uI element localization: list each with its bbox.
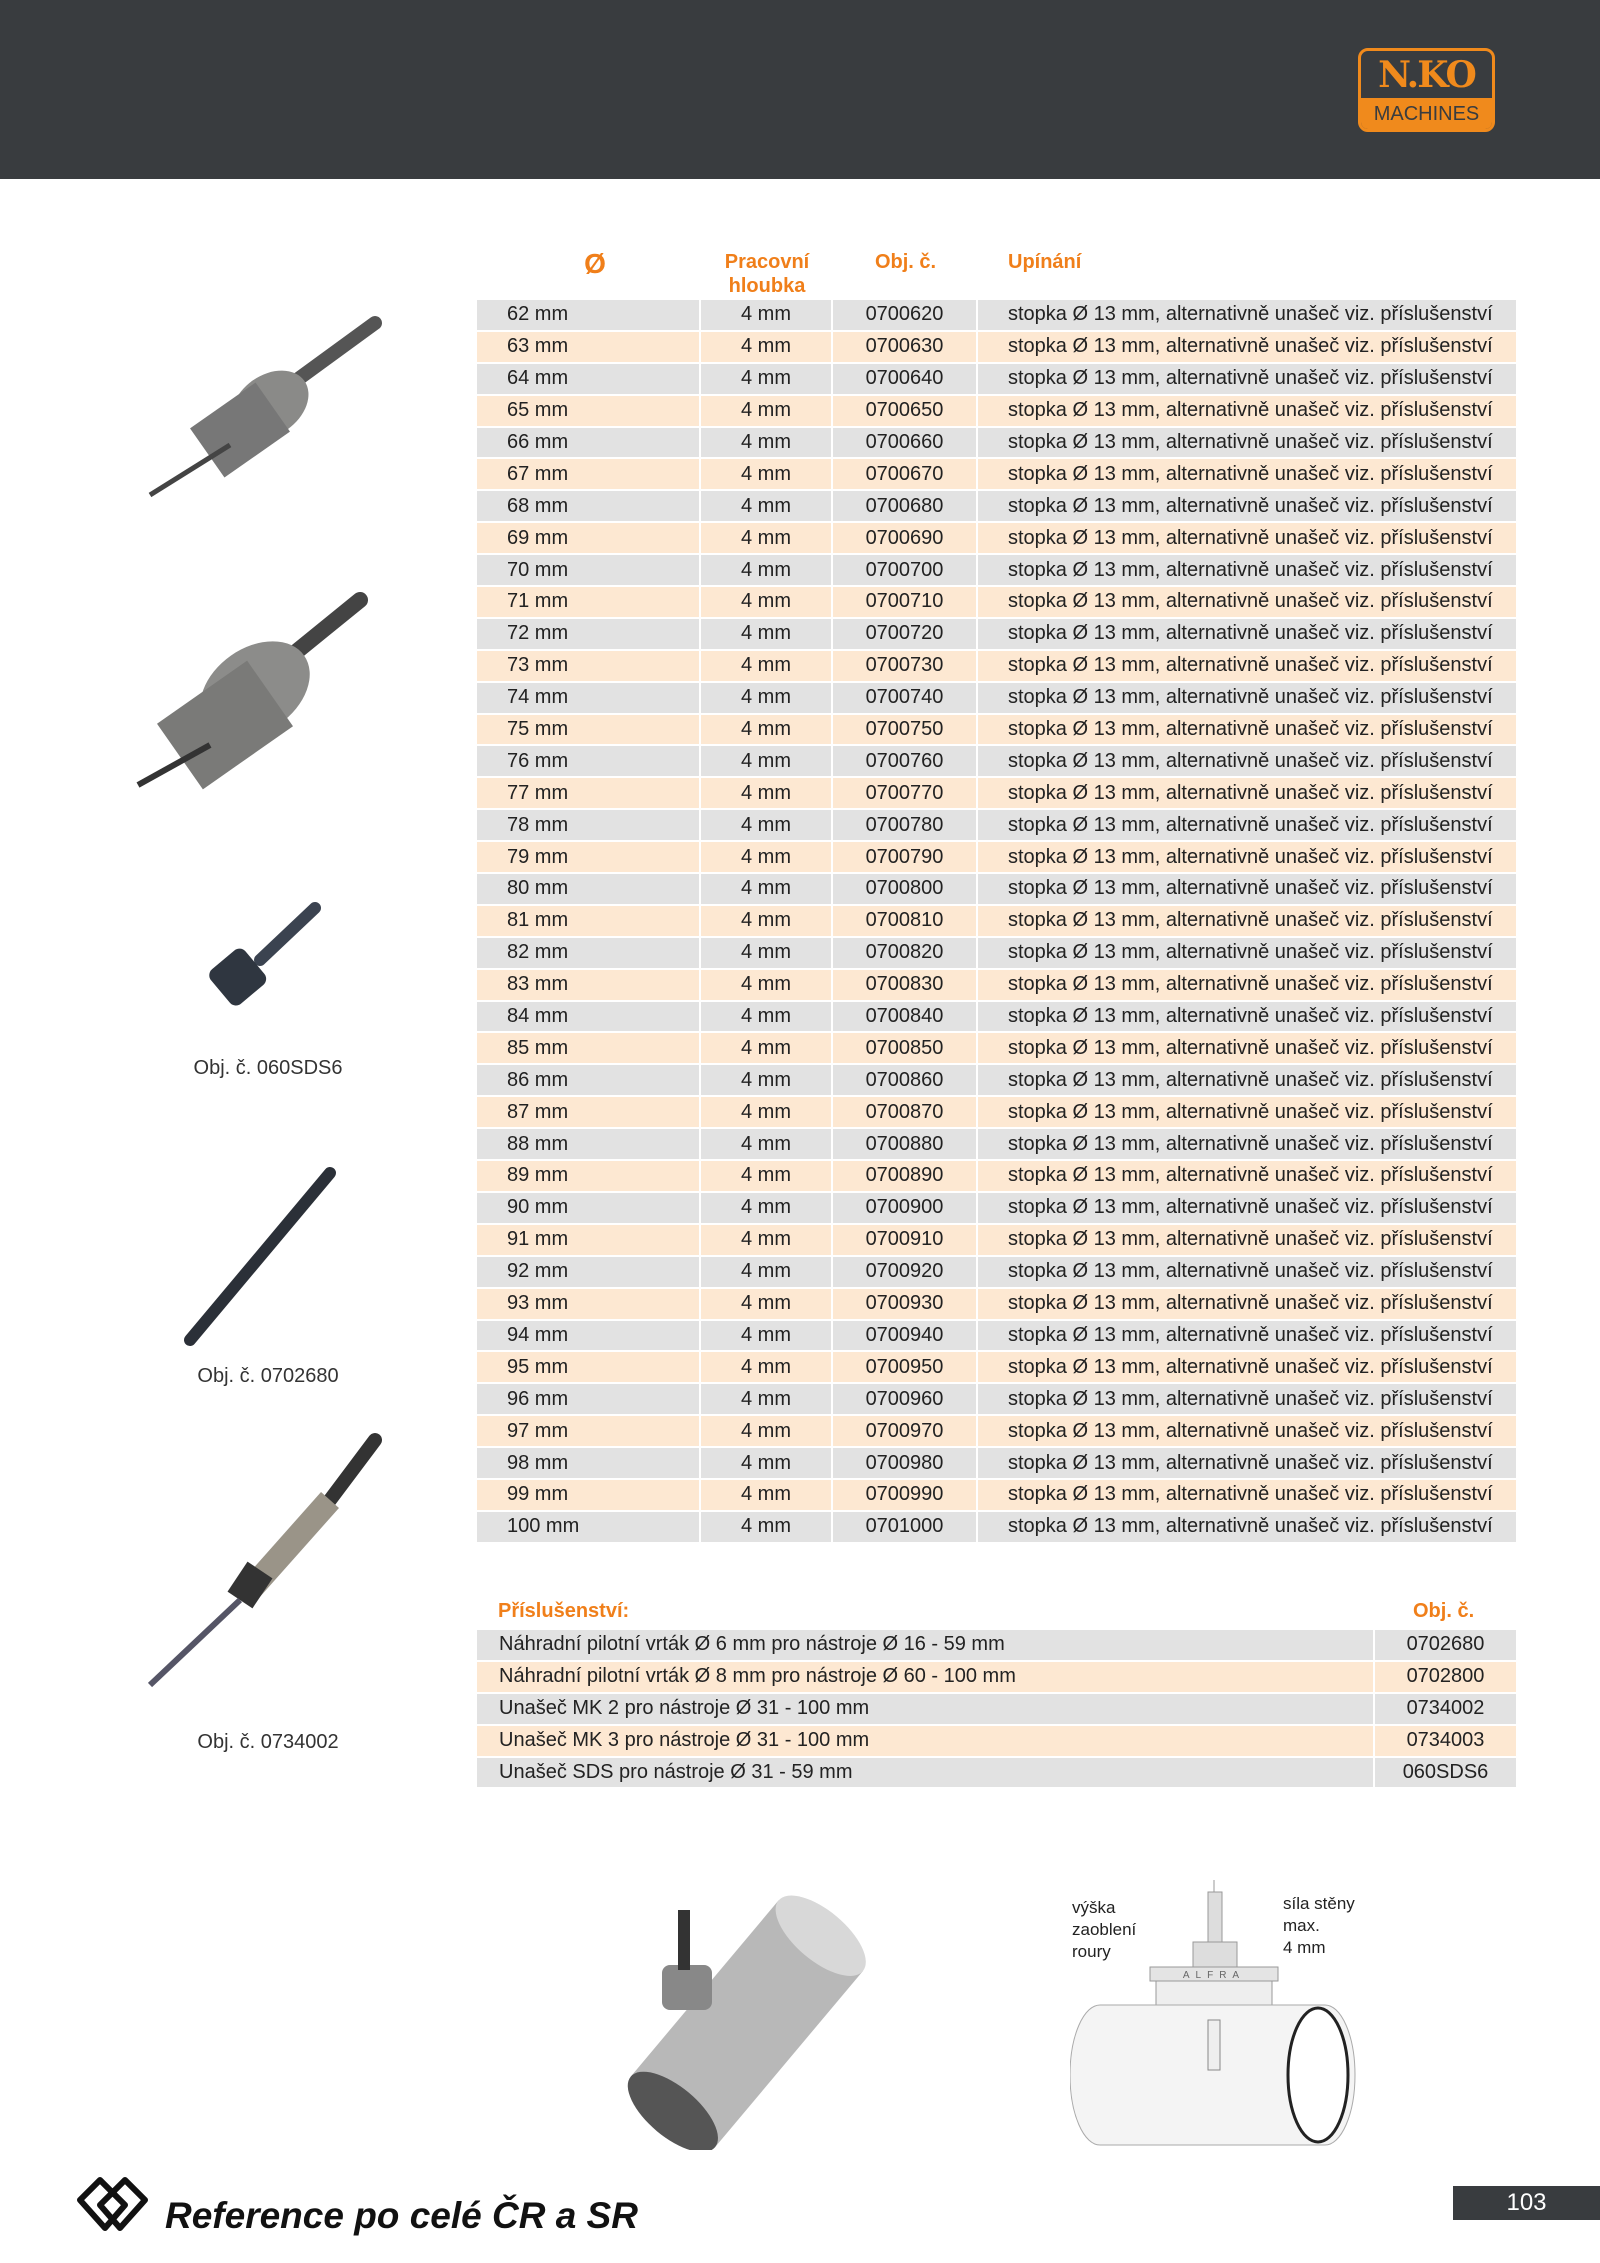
cell-clamping: stopka Ø 13 mm, alternativně unašeč viz. příslušenství: [978, 1352, 1518, 1384]
cell-code: 0700770: [833, 778, 978, 810]
cell-depth: 4 mm: [701, 1416, 833, 1448]
handshake-icon: [75, 2170, 150, 2240]
cell-code: 0700620: [833, 300, 978, 332]
cell-depth: 4 mm: [701, 1289, 833, 1321]
cell-diameter: 63 mm: [477, 332, 701, 364]
cell-diameter: 62 mm: [477, 300, 701, 332]
cell-diameter: 85 mm: [477, 1033, 701, 1065]
table-row: [477, 523, 1518, 555]
cell-depth: 4 mm: [701, 428, 833, 460]
cell-clamping: stopka Ø 13 mm, alternativně unašeč viz. příslušenství: [978, 428, 1518, 460]
cell-depth: 4 mm: [701, 587, 833, 619]
cell-depth: 4 mm: [701, 810, 833, 842]
cell-description: Unašeč MK 3 pro nástroje Ø 31 - 100 mm: [477, 1726, 1375, 1758]
table-row: [477, 938, 1518, 970]
table-row: [477, 1416, 1518, 1448]
table-row: [477, 1321, 1518, 1353]
cell-code: 0700780: [833, 810, 978, 842]
cell-depth: 4 mm: [701, 906, 833, 938]
cell-depth: 4 mm: [701, 555, 833, 587]
cell-diameter: 78 mm: [477, 810, 701, 842]
cell-code: 0700710: [833, 587, 978, 619]
header-diameter: Ø: [584, 248, 606, 279]
cell-diameter: 66 mm: [477, 428, 701, 460]
cell-clamping: stopka Ø 13 mm, alternativně unašeč viz. příslušenství: [978, 459, 1518, 491]
table-row: [477, 1033, 1518, 1065]
cell-depth: 4 mm: [701, 1161, 833, 1193]
cell-depth: 4 mm: [701, 491, 833, 523]
cell-depth: 4 mm: [701, 1097, 833, 1129]
pipe-drilling-image: [610, 1870, 890, 2150]
label-line: zaoblení: [1072, 1920, 1137, 1939]
footer-reference-text: Reference po celé ČR a SR: [165, 2195, 638, 2236]
cell-depth: 4 mm: [701, 1129, 833, 1161]
label-line: 4 mm: [1283, 1938, 1326, 1957]
cell-depth: 4 mm: [701, 459, 833, 491]
cell-clamping: stopka Ø 13 mm, alternativně unašeč viz. příslušenství: [978, 1129, 1518, 1161]
diagram-brand: ALFRA: [1182, 1970, 1246, 1981]
cell-diameter: 73 mm: [477, 651, 701, 683]
cell-code: 0700680: [833, 491, 978, 523]
cell-diameter: 74 mm: [477, 683, 701, 715]
cell-code: 0700900: [833, 1193, 978, 1225]
cell-depth: 4 mm: [701, 715, 833, 747]
cell-code: 0700810: [833, 906, 978, 938]
cell-diameter: 96 mm: [477, 1384, 701, 1416]
cell-clamping: stopka Ø 13 mm, alternativně unašeč viz. příslušenství: [978, 1257, 1518, 1289]
table-row: [477, 491, 1518, 523]
cell-clamping: stopka Ø 13 mm, alternativně unašeč viz. příslušenství: [978, 1002, 1518, 1034]
cell-clamping: stopka Ø 13 mm, alternativně unašeč viz. příslušenství: [978, 683, 1518, 715]
cell-code: 0700920: [833, 1257, 978, 1289]
cell-diameter: 76 mm: [477, 746, 701, 778]
cell-description: Náhradní pilotní vrták Ø 8 mm pro nástroje Ø 60 - 100 mm: [477, 1662, 1375, 1694]
cell-code: 0700750: [833, 715, 978, 747]
cell-clamping: stopka Ø 13 mm, alternativně unašeč viz. příslušenství: [978, 332, 1518, 364]
header-clamping: Upínání: [1008, 251, 1082, 273]
table-row: [477, 555, 1518, 587]
label-line: síla stěny: [1283, 1894, 1355, 1913]
table-row: [477, 300, 1518, 332]
accessory-row: [477, 1630, 1518, 1662]
table-row: [477, 1002, 1518, 1034]
cell-code: 0700820: [833, 938, 978, 970]
accessories-code-header: Obj. č.: [1413, 1600, 1475, 1622]
cell-description: Náhradní pilotní vrták Ø 6 mm pro nástroje Ø 16 - 59 mm: [477, 1630, 1375, 1662]
cell-diameter: 67 mm: [477, 459, 701, 491]
table-row: [477, 874, 1518, 906]
cell-code: 0734003: [1375, 1726, 1518, 1758]
cell-diameter: 97 mm: [477, 1416, 701, 1448]
table-row: [477, 428, 1518, 460]
cell-code: 0700880: [833, 1129, 978, 1161]
table-row: [477, 810, 1518, 842]
cell-diameter: 89 mm: [477, 1161, 701, 1193]
table-row: [477, 1480, 1518, 1512]
cell-clamping: stopka Ø 13 mm, alternativně unašeč viz. příslušenství: [978, 1065, 1518, 1097]
table-row: [477, 587, 1518, 619]
cell-clamping: stopka Ø 13 mm, alternativně unašeč viz. příslušenství: [978, 874, 1518, 906]
cell-description: Unašeč SDS pro nástroje Ø 31 - 59 mm: [477, 1758, 1375, 1790]
cell-code: 0700740: [833, 683, 978, 715]
header-code: Obj. č.: [874, 251, 937, 273]
cell-depth: 4 mm: [701, 1480, 833, 1512]
cell-diameter: 77 mm: [477, 778, 701, 810]
cell-clamping: stopka Ø 13 mm, alternativně unašeč viz. příslušenství: [978, 523, 1518, 555]
cell-code: 0700990: [833, 1480, 978, 1512]
table-row: [477, 683, 1518, 715]
cell-diameter: 92 mm: [477, 1257, 701, 1289]
cell-diameter: 83 mm: [477, 970, 701, 1002]
table-row: [477, 1161, 1518, 1193]
cell-code: 0700660: [833, 428, 978, 460]
caption-sds: Obj. č. 060SDS6: [193, 1057, 343, 1079]
cell-depth: 4 mm: [701, 683, 833, 715]
cell-code: 0700930: [833, 1289, 978, 1321]
sds-adapter-image: [200, 900, 330, 1020]
cell-code: 0700730: [833, 651, 978, 683]
cell-depth: 4 mm: [701, 523, 833, 555]
page-number: 103: [1453, 2186, 1600, 2220]
table-row: [477, 746, 1518, 778]
cell-depth: 4 mm: [701, 1065, 833, 1097]
table-row: [477, 906, 1518, 938]
table-row: [477, 1129, 1518, 1161]
table-row: [477, 459, 1518, 491]
cell-code: 0700860: [833, 1065, 978, 1097]
cell-depth: 4 mm: [701, 1002, 833, 1034]
holesaw-large-image: [130, 585, 380, 805]
cell-diameter: 65 mm: [477, 396, 701, 428]
product-table: [477, 300, 1518, 1544]
cell-description: Unašeč MK 2 pro nástroje Ø 31 - 100 mm: [477, 1694, 1375, 1726]
cell-clamping: stopka Ø 13 mm, alternativně unašeč viz. příslušenství: [978, 651, 1518, 683]
cell-diameter: 94 mm: [477, 1321, 701, 1353]
cell-diameter: 71 mm: [477, 587, 701, 619]
cell-depth: 4 mm: [701, 874, 833, 906]
cell-code: 0700980: [833, 1448, 978, 1480]
cell-diameter: 79 mm: [477, 842, 701, 874]
table-row: [477, 778, 1518, 810]
cell-code: 0700760: [833, 746, 978, 778]
cell-depth: 4 mm: [701, 651, 833, 683]
cell-code: 0700950: [833, 1352, 978, 1384]
logo-top-text: N.KO: [1378, 53, 1475, 96]
cell-depth: 4 mm: [701, 332, 833, 364]
cell-depth: 4 mm: [701, 746, 833, 778]
cell-clamping: stopka Ø 13 mm, alternativně unašeč viz. příslušenství: [978, 364, 1518, 396]
cell-clamping: stopka Ø 13 mm, alternativně unašeč viz. příslušenství: [978, 1480, 1518, 1512]
cell-clamping: stopka Ø 13 mm, alternativně unašeč viz. příslušenství: [978, 1448, 1518, 1480]
cell-depth: 4 mm: [701, 364, 833, 396]
table-row: [477, 619, 1518, 651]
cell-code: 0734002: [1375, 1694, 1518, 1726]
table-row: [477, 1512, 1518, 1544]
cell-code: 0700630: [833, 332, 978, 364]
cell-clamping: stopka Ø 13 mm, alternativně unašeč viz. příslušenství: [978, 1321, 1518, 1353]
cell-code: 0701000: [833, 1512, 978, 1544]
accessory-row: [477, 1662, 1518, 1694]
cell-code: 0702680: [1375, 1630, 1518, 1662]
cell-clamping: stopka Ø 13 mm, alternativně unašeč viz. příslušenství: [978, 1161, 1518, 1193]
cell-diameter: 81 mm: [477, 906, 701, 938]
table-row: [477, 715, 1518, 747]
cell-depth: 4 mm: [701, 1225, 833, 1257]
cell-clamping: stopka Ø 13 mm, alternativně unašeč viz. příslušenství: [978, 1097, 1518, 1129]
cell-code: 0702800: [1375, 1662, 1518, 1694]
cell-code: 0700970: [833, 1416, 978, 1448]
cell-code: 0700670: [833, 459, 978, 491]
table-row: [477, 1193, 1518, 1225]
table-row: [477, 1065, 1518, 1097]
cell-clamping: stopka Ø 13 mm, alternativně unašeč viz. příslušenství: [978, 1416, 1518, 1448]
cell-clamping: stopka Ø 13 mm, alternativně unašeč viz. příslušenství: [978, 491, 1518, 523]
cell-clamping: stopka Ø 13 mm, alternativně unašeč viz. příslušenství: [978, 715, 1518, 747]
cell-diameter: 75 mm: [477, 715, 701, 747]
cell-clamping: stopka Ø 13 mm, alternativně unašeč viz. příslušenství: [978, 1512, 1518, 1544]
accessory-row: [477, 1694, 1518, 1726]
cell-diameter: 86 mm: [477, 1065, 701, 1097]
accessory-row: [477, 1758, 1518, 1790]
cell-depth: 4 mm: [701, 778, 833, 810]
cell-diameter: 72 mm: [477, 619, 701, 651]
cell-diameter: 93 mm: [477, 1289, 701, 1321]
label-line: roury: [1072, 1942, 1111, 1961]
cell-clamping: stopka Ø 13 mm, alternativně unašeč viz. příslušenství: [978, 300, 1518, 332]
table-row: [477, 364, 1518, 396]
cell-clamping: stopka Ø 13 mm, alternativně unašeč viz. příslušenství: [978, 970, 1518, 1002]
table-row: [477, 1384, 1518, 1416]
cell-clamping: stopka Ø 13 mm, alternativně unašeč viz. příslušenství: [978, 587, 1518, 619]
cell-clamping: stopka Ø 13 mm, alternativně unašeč viz. příslušenství: [978, 810, 1518, 842]
cell-code: 0700940: [833, 1321, 978, 1353]
cell-code: 0700960: [833, 1384, 978, 1416]
label-line: max.: [1283, 1916, 1320, 1935]
table-row: [477, 1448, 1518, 1480]
table-row: [477, 1097, 1518, 1129]
cell-diameter: 99 mm: [477, 1480, 701, 1512]
cell-code: 0700700: [833, 555, 978, 587]
cell-clamping: stopka Ø 13 mm, alternativně unašeč viz. příslušenství: [978, 1225, 1518, 1257]
pilot-drill-image: [170, 1165, 340, 1355]
brand-logo: [1358, 48, 1495, 132]
table-row: [477, 1225, 1518, 1257]
caption-pilot-drill: Obj. č. 0702680: [197, 1365, 339, 1387]
cell-clamping: stopka Ø 13 mm, alternativně unašeč viz. příslušenství: [978, 906, 1518, 938]
cell-code: 0700830: [833, 970, 978, 1002]
accessories-title: Příslušenství:: [498, 1600, 630, 1622]
cell-clamping: stopka Ø 13 mm, alternativně unašeč viz. příslušenství: [978, 396, 1518, 428]
cell-diameter: 69 mm: [477, 523, 701, 555]
cell-diameter: 88 mm: [477, 1129, 701, 1161]
cell-depth: 4 mm: [701, 938, 833, 970]
cell-code: 0700890: [833, 1161, 978, 1193]
cell-clamping: stopka Ø 13 mm, alternativně unašeč viz. příslušenství: [978, 778, 1518, 810]
cell-diameter: 82 mm: [477, 938, 701, 970]
cell-diameter: 68 mm: [477, 491, 701, 523]
accessories-table: [477, 1630, 1518, 1789]
cell-code: 0700850: [833, 1033, 978, 1065]
cell-code: 0700640: [833, 364, 978, 396]
cell-clamping: stopka Ø 13 mm, alternativně unašeč viz. příslušenství: [978, 746, 1518, 778]
table-row: [477, 1257, 1518, 1289]
cell-diameter: 91 mm: [477, 1225, 701, 1257]
cell-code: 0700720: [833, 619, 978, 651]
diagram-right-label: [1283, 1893, 1355, 1959]
cell-clamping: stopka Ø 13 mm, alternativně unašeč viz. příslušenství: [978, 619, 1518, 651]
accessory-row: [477, 1726, 1518, 1758]
cell-code: 0700800: [833, 874, 978, 906]
cell-diameter: 70 mm: [477, 555, 701, 587]
mk2-adapter-image: [140, 1430, 390, 1695]
cell-diameter: 95 mm: [477, 1352, 701, 1384]
cell-diameter: 64 mm: [477, 364, 701, 396]
label-line: výška: [1072, 1898, 1116, 1917]
cell-clamping: stopka Ø 13 mm, alternativně unašeč viz. příslušenství: [978, 1193, 1518, 1225]
caption-mk2-adapter: Obj. č. 0734002: [197, 1731, 339, 1753]
table-row: [477, 1352, 1518, 1384]
cell-depth: 4 mm: [701, 1352, 833, 1384]
cell-depth: 4 mm: [701, 300, 833, 332]
table-row: [477, 396, 1518, 428]
cell-diameter: 84 mm: [477, 1002, 701, 1034]
cell-diameter: 87 mm: [477, 1097, 701, 1129]
cell-code: 060SDS6: [1375, 1758, 1518, 1790]
cell-depth: 4 mm: [701, 396, 833, 428]
cell-clamping: stopka Ø 13 mm, alternativně unašeč viz. příslušenství: [978, 842, 1518, 874]
cell-depth: 4 mm: [701, 842, 833, 874]
cell-clamping: stopka Ø 13 mm, alternativně unašeč viz. příslušenství: [978, 555, 1518, 587]
cell-depth: 4 mm: [701, 970, 833, 1002]
cell-diameter: 90 mm: [477, 1193, 701, 1225]
cell-diameter: 100 mm: [477, 1512, 701, 1544]
table-row: [477, 970, 1518, 1002]
logo-bottom-text: MACHINES: [1361, 98, 1492, 132]
cell-depth: 4 mm: [701, 1193, 833, 1225]
cell-code: 0700910: [833, 1225, 978, 1257]
table-row: [477, 842, 1518, 874]
cell-clamping: stopka Ø 13 mm, alternativně unašeč viz. příslušenství: [978, 938, 1518, 970]
cell-depth: 4 mm: [701, 1321, 833, 1353]
cell-code: 0700690: [833, 523, 978, 555]
cell-depth: 4 mm: [701, 1512, 833, 1544]
cell-depth: 4 mm: [701, 1257, 833, 1289]
cell-code: 0700870: [833, 1097, 978, 1129]
cell-code: 0700650: [833, 396, 978, 428]
cell-code: 0700790: [833, 842, 978, 874]
cell-depth: 4 mm: [701, 1033, 833, 1065]
holesaw-small-image: [140, 305, 390, 505]
cell-diameter: 80 mm: [477, 874, 701, 906]
cell-clamping: stopka Ø 13 mm, alternativně unašeč viz. příslušenství: [978, 1289, 1518, 1321]
header-depth: Pracovní hloubka: [724, 251, 810, 297]
table-row: [477, 332, 1518, 364]
cell-depth: 4 mm: [701, 1384, 833, 1416]
cell-diameter: 98 mm: [477, 1448, 701, 1480]
table-row: [477, 651, 1518, 683]
cell-depth: 4 mm: [701, 1448, 833, 1480]
table-row: [477, 1289, 1518, 1321]
diagram-left-label: [1072, 1897, 1136, 1963]
cell-clamping: stopka Ø 13 mm, alternativně unašeč viz. příslušenství: [978, 1384, 1518, 1416]
cell-clamping: stopka Ø 13 mm, alternativně unašeč viz. příslušenství: [978, 1033, 1518, 1065]
cell-code: 0700840: [833, 1002, 978, 1034]
cell-depth: 4 mm: [701, 619, 833, 651]
